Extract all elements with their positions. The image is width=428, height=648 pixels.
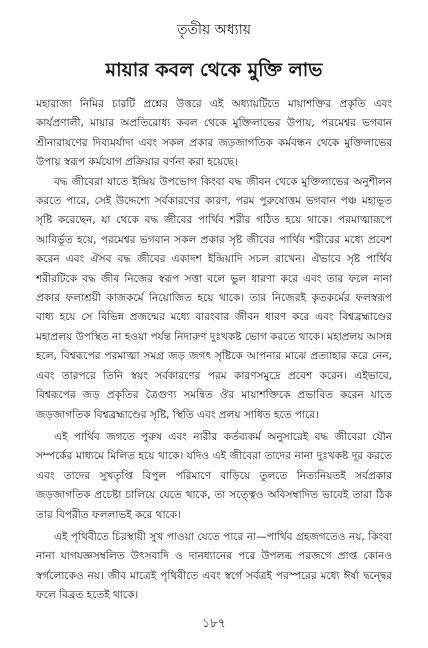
chapter-label: তৃতীয় অধ্যায়: [176, 22, 252, 38]
body-paragraph: বদ্ধ জীবেরা যাতে ইন্দ্রিয় উপভোগ কিংবা বদ্ধ জীবন থেকে মুক্তিলাভের অনুশীলন করতে পারে, সেই উদ্দেশ্যে সর্বকারণের কারণ, পরম পুরুষোত্তম ভগবান পঞ্চ মহাভূত সৃষ্টি করেছেন, যা থেকে বদ্ধ জীবের পার্থিব শরীর গঠিত হয়ে থাকে। পরমাত্মারূপে আবির্ভূত হয়ে, পরমেশ্বর ভগবান সকল প্রকার সৃষ্ট জীবের পার্থিব শরীরের মধ্যে প্রবেশ করেন এবং ঐসব বদ্ধ জীবের একাদশ ইন্দ্রিয়াদি সচল রাখেন। ঐভাবে সৃষ্ট পার্থিব শরীরটিকে বদ্ধ জীব নিজের স্বরূপ সত্তা বলে ভুল ধারণা করে এবং তার ফলে নানা প্রকার ফলাশ্রয়ী কাজকর্মে নিয়োজিত হয়ে থাকে। তার নিজেরই কৃতকর্মের ফলস্বরূপ বাধ্য হয়ে সে বিভিন্ন প্রজন্মের মধ্যে বারংবার জীবন ধারণ করে এবং বিশ্বব্রহ্মাণ্ডের মহাপ্রলয় উপস্থিত না হওয়া পর্যন্ত নিদারুণ দুঃখকষ্ট ভোগ করতে থাকে। মহাপ্রলয় আসন্ন হলে, বিশ্বরূপের পরমাত্মা সমগ্র জড় জগৎ সৃষ্টিকে আপনার মাঝে প্রত্যাহার করে নেন, এবং তারপরে তিনি স্বয়ং সর্বকারণের পরম কারণসমুদ্রে প্রবেশ করেন। এইভাবে, বিশ্বরূপের জড় প্রকৃতির ত্রৈগুণ্য সমন্বিত ঔর মায়াশক্তিকে প্রভাবিত করেন যাতে জড়জাগতিক বিশ্বব্রহ্মাণ্ডের সৃষ্টি, স্থিতি এবং প্রলয় সাধিত হতে পারে।: [36, 175, 392, 421]
body-paragraph: এই পৃথিবীতে চিরস্থায়ী সুখ পাওয়া যেতে পারে না—পার্থিব গ্রহজগতেও নয়, কিংবা নানা যাগযজ্ঞসম্বলিত উৎসবাদি ও দানধ্যানের পরে উপলব্ধ পরজগে প্রাপ্ত কোনও স্বর্গলোকেও নয়। জীব মাত্রেই পৃথিবীতে এবং স্বর্গে সর্বত্রই পরস্পরের মধ্যে ঈর্ষা দ্বন্দ্বের ফলে বিব্রত হতেই থাকে।: [36, 530, 392, 602]
chapter-title: মায়ার কবল থেকে মুক্তি লাভ: [105, 59, 323, 81]
page-number: ১৮৭: [202, 616, 226, 630]
body-paragraph: এই পার্থিব জগতে পুরুষ এবং নারীর কর্তব্যকর্ম অনুসারেই বদ্ধ জীবেরা যৌন সম্পর্কের মাধ্যমে মিলিত হয়ে থাকে। যদিও এই জীবেরা তাদের নানা দুঃখকষ্ট দূর করতে এবং তাদের সুখতৃপ্তি বিপুল পরিমাণে বাড়িয়ে তুলতে নিত্যনিয়তই সর্বপ্রকার জড়জাগতিক প্রচেষ্টা চালিয়ে যেতে থাকে, তা সত্ত্বেও অবিসম্বাদিত ভাবেই তারা ঠিক তার বিপরীত ফললাভই করে থাকে।: [36, 430, 392, 521]
chapter-body: [36, 95, 392, 606]
summary-paragraph: মহারাজা নিমির চারটি প্রশ্নের উত্তরে এই অধ্যায়টিতে মায়াশক্তির প্রকৃতি এবং কার্যপ্রণালী, মায়ার অপ্রতিরোধ্য কবল থেকে মুক্তিলাভের উপায়, পরমেশ্বর ভগবান শ্রীনারায়ণের দিব্যমর্যাদা এবং সকল প্রকার জড়জাগতিক কর্মবন্ধন থেকে মুক্তিলাভের উপায় স্বরূপ কর্মযোগ প্রক্রিয়ার বর্ণনা করা হয়েছে।: [36, 98, 392, 169]
